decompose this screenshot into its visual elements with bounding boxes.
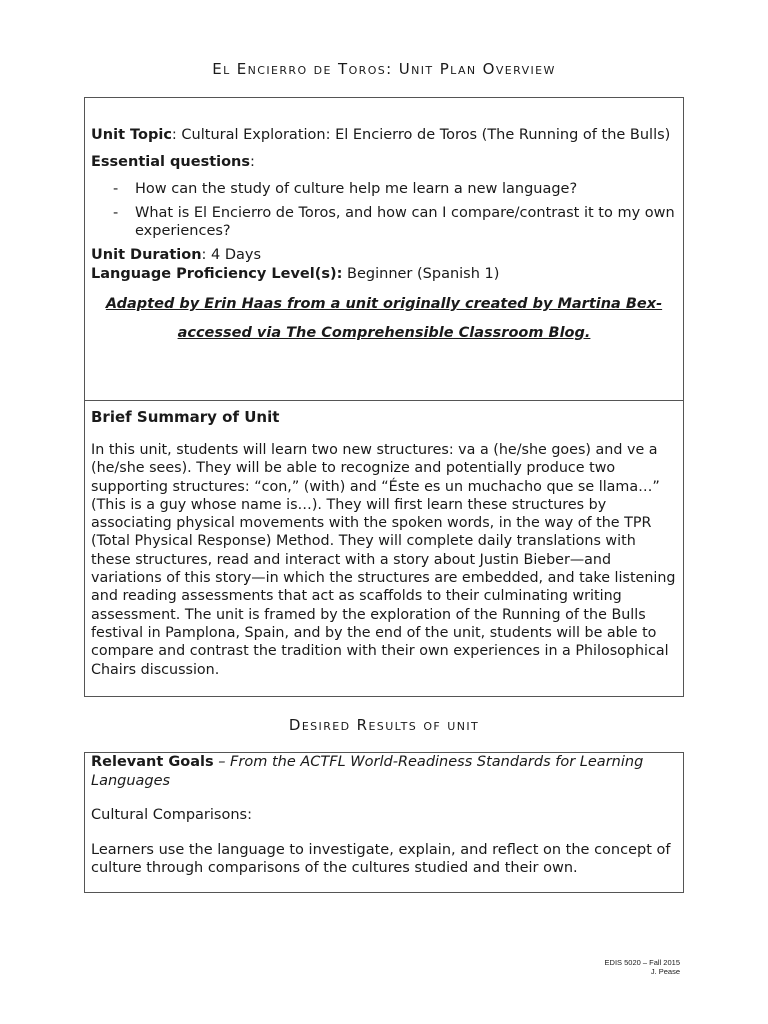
footer-author: J. Pease <box>650 967 680 976</box>
essential-questions-label: Essential questions <box>91 154 251 170</box>
unit-duration-label: Unit Duration <box>91 247 202 263</box>
unit-topic <box>91 122 677 149</box>
section-heading: Desired Results of unit <box>288 716 480 734</box>
list-item: - What is El Encierro de Toros, and how can I compare/contrast it to my own experiences? <box>91 204 677 240</box>
goals-label: Relevant Goals <box>91 754 214 770</box>
goals-category: Cultural Comparisons: <box>91 807 252 823</box>
goals-box <box>84 752 684 893</box>
proficiency-value: Beginner (Spanish 1) <box>342 266 500 282</box>
unit-duration-value: : 4 Days <box>201 247 262 263</box>
page-footer <box>560 958 680 976</box>
unit-overview-box <box>84 97 684 401</box>
proficiency-label: Language Proficiency Level(s): <box>91 266 343 282</box>
page-title: El Encierro de Toros: Unit Plan Overview <box>212 60 556 78</box>
summary-heading: Brief Summary of Unit <box>91 408 280 426</box>
goals-heading <box>91 753 677 790</box>
proficiency-level <box>91 265 677 284</box>
goals-subtitle: – From the ACTFL World-Readiness Standards for Learning Languages <box>91 754 644 789</box>
summary-box <box>84 400 684 697</box>
summary-text: In this unit, students will learn two new structures: va a (he/she goes) and ve a (he/she sees). They will be able to recognize and potentially produce two supporting structures: “con,” (with) and “Éste es un muchacho que se llama…” (This is a guy whose name is…). They will first learn these structures by associating physical movements with the spoken words, in the way of the TPR (Total Physical Response) Method. They will complete daily translations with these structures, read and interact with a story about Justin Bieber—and variations of this story—in which the structures are embedded, and take listening and reading assessments that act as scaffolds to their culminating writing assessment. The unit is framed by the exploration of the Running of the Bulls festival in Pamplona, Spain, and by the end of the unit, students will be able to compare and contrast the tradition with their own experiences in a Philosophical Chairs discussion. <box>91 442 676 678</box>
unit-topic-value: : Cultural Exploration: El Encierro de Toros (The Running of the Bulls) <box>171 127 671 143</box>
unit-duration <box>91 246 677 265</box>
list-item: - How can the study of culture help me learn a new language? <box>91 180 677 198</box>
attribution-note: Adapted by Erin Haas from a unit originally created by Martina Bex- accessed via The Comprehensible Classroom Blog. <box>105 296 663 341</box>
essential-questions-heading <box>91 153 677 172</box>
essential-questions-colon: : <box>250 154 255 170</box>
footer-course: EDIS 5020 – Fall 2015 <box>604 958 680 967</box>
unit-topic-label: Unit Topic <box>91 127 172 143</box>
essential-questions-list <box>91 180 677 240</box>
goals-text: Learners use the language to investigate, explain, and reflect on the concept of culture through comparisons of the cultures studied and their own. <box>91 841 671 876</box>
